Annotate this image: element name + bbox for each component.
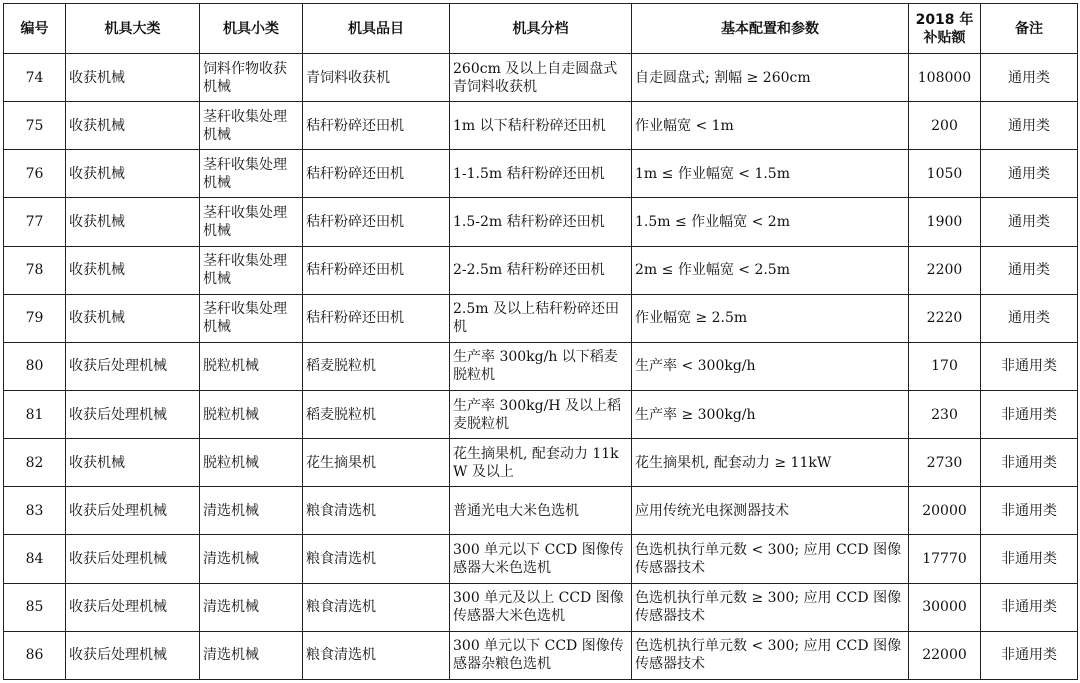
header-grade: 机具分档 xyxy=(450,4,632,54)
cell-major-category: 收获后处理机械 xyxy=(66,390,200,438)
cell-grade: 2-2.5m 秸秆粉碎还田机 xyxy=(450,246,632,294)
cell-grade: 300 单元以下 CCD 图像传感器大米色选机 xyxy=(450,535,632,583)
header-row xyxy=(4,4,1078,54)
cell-subsidy: 200 xyxy=(909,102,981,150)
cell-note: 通用类 xyxy=(981,198,1078,246)
cell-subsidy: 30000 xyxy=(909,583,981,631)
cell-id: 83 xyxy=(4,487,66,535)
cell-grade: 1m 以下秸秆粉碎还田机 xyxy=(450,102,632,150)
cell-minor-category: 茎秆收集处理机械 xyxy=(200,102,303,150)
cell-item: 粮食清选机 xyxy=(303,631,450,679)
header-note: 备注 xyxy=(981,4,1078,54)
cell-minor-category: 清选机械 xyxy=(200,631,303,679)
cell-item: 秸秆粉碎还田机 xyxy=(303,246,450,294)
table-row xyxy=(4,294,1078,342)
cell-item: 花生摘果机 xyxy=(303,439,450,487)
cell-grade: 1-1.5m 秸秆粉碎还田机 xyxy=(450,150,632,198)
cell-item: 稻麦脱粒机 xyxy=(303,390,450,438)
cell-grade: 1.5-2m 秸秆粉碎还田机 xyxy=(450,198,632,246)
cell-subsidy: 2730 xyxy=(909,439,981,487)
header-config: 基本配置和参数 xyxy=(632,4,909,54)
cell-config: 1m ≤ 作业幅宽 < 1.5m xyxy=(632,150,909,198)
table-row xyxy=(4,535,1078,583)
cell-config: 应用传统光电探测器技术 xyxy=(632,487,909,535)
cell-grade: 花生摘果机, 配套动力 11kW 及以上 xyxy=(450,439,632,487)
cell-item: 秸秆粉碎还田机 xyxy=(303,294,450,342)
cell-note: 通用类 xyxy=(981,150,1078,198)
cell-subsidy: 230 xyxy=(909,390,981,438)
cell-config: 花生摘果机, 配套动力 ≥ 11kW xyxy=(632,439,909,487)
cell-id: 82 xyxy=(4,439,66,487)
cell-grade: 2.5m 及以上秸秆粉碎还田机 xyxy=(450,294,632,342)
cell-minor-category: 茎秆收集处理机械 xyxy=(200,150,303,198)
table-row xyxy=(4,198,1078,246)
cell-note: 非通用类 xyxy=(981,535,1078,583)
cell-major-category: 收获后处理机械 xyxy=(66,487,200,535)
cell-config: 色选机执行单元数 ≥ 300; 应用 CCD 图像传感器技术 xyxy=(632,583,909,631)
cell-config: 生产率 ≥ 300kg/h xyxy=(632,390,909,438)
cell-id: 79 xyxy=(4,294,66,342)
header-id: 编号 xyxy=(4,4,66,54)
cell-major-category: 收获机械 xyxy=(66,294,200,342)
cell-minor-category: 茎秆收集处理机械 xyxy=(200,294,303,342)
table-row xyxy=(4,54,1078,102)
cell-note: 非通用类 xyxy=(981,583,1078,631)
table-row xyxy=(4,102,1078,150)
cell-major-category: 收获机械 xyxy=(66,246,200,294)
table-header xyxy=(4,4,1078,54)
cell-subsidy: 2220 xyxy=(909,294,981,342)
cell-item: 稻麦脱粒机 xyxy=(303,342,450,390)
cell-config: 作业幅宽 ≥ 2.5m xyxy=(632,294,909,342)
cell-subsidy: 170 xyxy=(909,342,981,390)
cell-minor-category: 清选机械 xyxy=(200,583,303,631)
cell-id: 81 xyxy=(4,390,66,438)
cell-note: 非通用类 xyxy=(981,342,1078,390)
cell-note: 非通用类 xyxy=(981,390,1078,438)
cell-item: 秸秆粉碎还田机 xyxy=(303,198,450,246)
cell-item: 秸秆粉碎还田机 xyxy=(303,102,450,150)
cell-major-category: 收获后处理机械 xyxy=(66,342,200,390)
cell-major-category: 收获机械 xyxy=(66,439,200,487)
cell-note: 通用类 xyxy=(981,294,1078,342)
subsidy-table xyxy=(3,3,1078,680)
table-row xyxy=(4,487,1078,535)
cell-minor-category: 饲料作物收获机械 xyxy=(200,54,303,102)
cell-subsidy: 1900 xyxy=(909,198,981,246)
cell-note: 非通用类 xyxy=(981,631,1078,679)
cell-grade: 260cm 及以上自走圆盘式青饲料收获机 xyxy=(450,54,632,102)
cell-major-category: 收获后处理机械 xyxy=(66,535,200,583)
cell-item: 粮食清选机 xyxy=(303,583,450,631)
table-body xyxy=(4,54,1078,680)
header-major-category: 机具大类 xyxy=(66,4,200,54)
cell-item: 粮食清选机 xyxy=(303,535,450,583)
table-row xyxy=(4,342,1078,390)
cell-id: 77 xyxy=(4,198,66,246)
cell-major-category: 收获后处理机械 xyxy=(66,583,200,631)
cell-note: 通用类 xyxy=(981,54,1078,102)
cell-grade: 300 单元及以上 CCD 图像传感器大米色选机 xyxy=(450,583,632,631)
table-row xyxy=(4,150,1078,198)
cell-minor-category: 脱粒机械 xyxy=(200,342,303,390)
cell-config: 1.5m ≤ 作业幅宽 < 2m xyxy=(632,198,909,246)
header-subsidy: 2018 年补贴额 xyxy=(909,4,981,54)
cell-subsidy: 20000 xyxy=(909,487,981,535)
cell-id: 76 xyxy=(4,150,66,198)
cell-minor-category: 茎秆收集处理机械 xyxy=(200,246,303,294)
table-row xyxy=(4,246,1078,294)
cell-note: 非通用类 xyxy=(981,439,1078,487)
cell-config: 色选机执行单元数 < 300; 应用 CCD 图像传感器技术 xyxy=(632,535,909,583)
cell-id: 74 xyxy=(4,54,66,102)
cell-config: 生产率 < 300kg/h xyxy=(632,342,909,390)
cell-major-category: 收获后处理机械 xyxy=(66,631,200,679)
cell-subsidy: 108000 xyxy=(909,54,981,102)
cell-grade: 生产率 300kg/H 及以上稻麦脱粒机 xyxy=(450,390,632,438)
cell-minor-category: 脱粒机械 xyxy=(200,439,303,487)
cell-item: 秸秆粉碎还田机 xyxy=(303,150,450,198)
table-row xyxy=(4,390,1078,438)
cell-note: 通用类 xyxy=(981,246,1078,294)
cell-subsidy: 22000 xyxy=(909,631,981,679)
table-row xyxy=(4,631,1078,679)
header-item: 机具品目 xyxy=(303,4,450,54)
cell-config: 自走圆盘式; 割幅 ≥ 260cm xyxy=(632,54,909,102)
cell-config: 2m ≤ 作业幅宽 < 2.5m xyxy=(632,246,909,294)
cell-minor-category: 清选机械 xyxy=(200,535,303,583)
table-row xyxy=(4,583,1078,631)
cell-grade: 300 单元以下 CCD 图像传感器杂粮色选机 xyxy=(450,631,632,679)
cell-id: 80 xyxy=(4,342,66,390)
cell-major-category: 收获机械 xyxy=(66,54,200,102)
cell-id: 75 xyxy=(4,102,66,150)
cell-major-category: 收获机械 xyxy=(66,102,200,150)
header-minor-category: 机具小类 xyxy=(200,4,303,54)
cell-config: 作业幅宽 < 1m xyxy=(632,102,909,150)
cell-minor-category: 清选机械 xyxy=(200,487,303,535)
cell-minor-category: 脱粒机械 xyxy=(200,390,303,438)
cell-major-category: 收获机械 xyxy=(66,198,200,246)
cell-subsidy: 1050 xyxy=(909,150,981,198)
cell-item: 青饲料收获机 xyxy=(303,54,450,102)
table-row xyxy=(4,439,1078,487)
cell-grade: 生产率 300kg/h 以下稻麦脱粒机 xyxy=(450,342,632,390)
cell-major-category: 收获机械 xyxy=(66,150,200,198)
cell-note: 通用类 xyxy=(981,102,1078,150)
cell-subsidy: 17770 xyxy=(909,535,981,583)
cell-minor-category: 茎秆收集处理机械 xyxy=(200,198,303,246)
cell-subsidy: 2200 xyxy=(909,246,981,294)
cell-note: 非通用类 xyxy=(981,487,1078,535)
cell-id: 86 xyxy=(4,631,66,679)
cell-grade: 普通光电大米色选机 xyxy=(450,487,632,535)
cell-id: 85 xyxy=(4,583,66,631)
cell-item: 粮食清选机 xyxy=(303,487,450,535)
cell-id: 78 xyxy=(4,246,66,294)
cell-id: 84 xyxy=(4,535,66,583)
cell-config: 色选机执行单元数 < 300; 应用 CCD 图像传感器技术 xyxy=(632,631,909,679)
